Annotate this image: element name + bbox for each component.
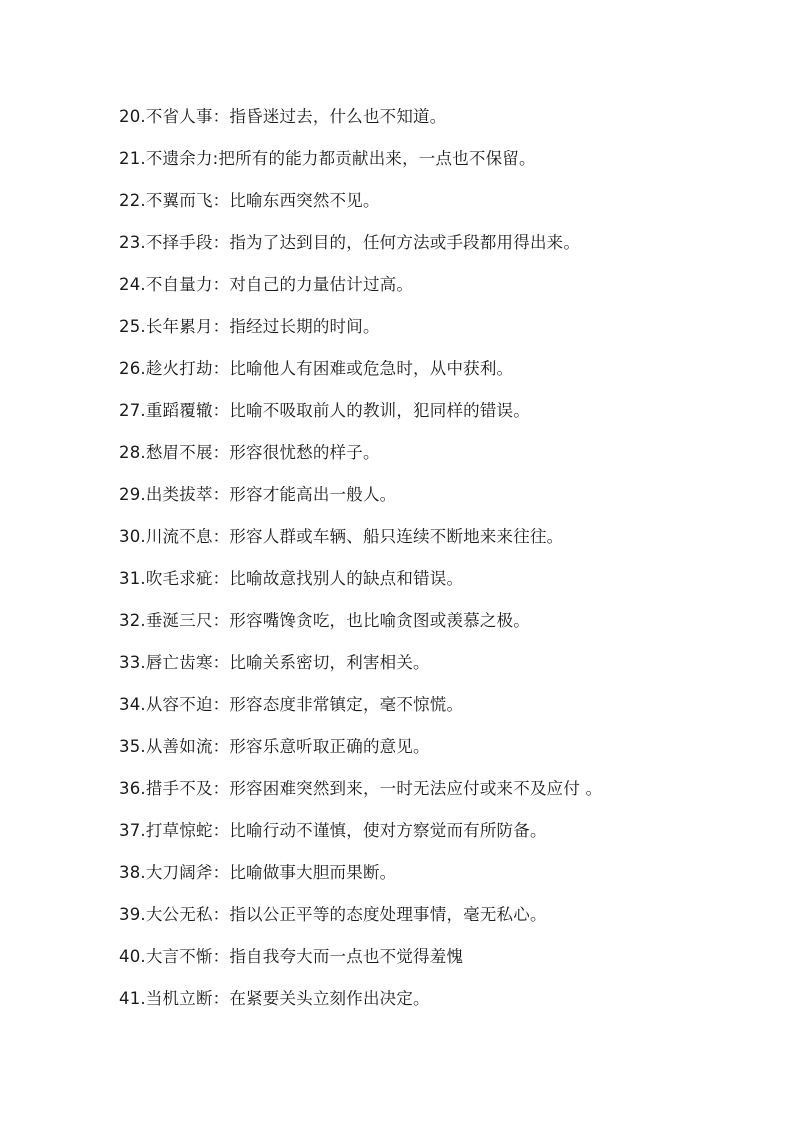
idiom-entry: 35.从善如流：形容乐意听取正确的意见。	[119, 737, 430, 756]
idiom-entry: 29.出类拔萃：形容才能高出一般人。	[119, 485, 397, 504]
idiom-entry: 33.唇亡齿寒：比喻关系密切，利害相关。	[119, 653, 430, 672]
idiom-entry: 36.措手不及：形容困难突然到来，一时无法应付或来不及应付 。	[119, 779, 603, 798]
idiom-entry: 41.当机立断：在紧要关头立刻作出决定。	[119, 989, 430, 1008]
idiom-entry: 34.从容不迫：形容态度非常镇定，毫不惊慌。	[119, 695, 464, 714]
idiom-entry: 23.不择手段：指为了达到目的，任何方法或手段都用得出来。	[119, 233, 581, 252]
idiom-entry: 28.愁眉不展：形容很忧愁的样子。	[119, 443, 380, 462]
idiom-entry: 26.趁火打劫：比喻他人有困难或危急时，从中获利。	[119, 359, 514, 378]
idiom-entry: 27.重蹈覆辙：比喻不吸取前人的教训，犯同样的错误。	[119, 401, 530, 420]
idiom-entry: 24.不自量力：对自己的力量估计过高。	[119, 275, 414, 294]
idiom-entry: 31.吹毛求疵：比喻故意找别人的缺点和错误。	[119, 569, 464, 588]
idiom-entry: 38.大刀阔斧：比喻做事大胆而果断。	[119, 863, 397, 882]
idiom-entry: 32.垂涎三尺：形容嘴馋贪吃，也比喻贪图或羡慕之极。	[119, 611, 530, 630]
idiom-entry: 20.不省人事：指昏迷过去，什么也不知道。	[119, 107, 447, 126]
idiom-entry: 25.长年累月：指经过长期的时间。	[119, 317, 380, 336]
idiom-entry: 22.不翼而飞：比喻东西突然不见。	[119, 191, 380, 210]
idiom-entry: 21.不遗余力:把所有的能力都贡献出来，一点也不保留。	[119, 149, 536, 168]
idiom-entry: 37.打草惊蛇：比喻行动不谨慎，使对方察觉而有所防备。	[119, 821, 547, 840]
idiom-entry: 39.大公无私：指以公正平等的态度处理事情，毫无私心。	[119, 905, 547, 924]
idiom-list	[119, 104, 759, 1028]
idiom-entry: 40.大言不惭：指自我夸大而一点也不觉得羞愧	[119, 947, 464, 966]
idiom-entry: 30.川流不息：形容人群或车辆、船只连续不断地来来往往。	[119, 527, 564, 546]
